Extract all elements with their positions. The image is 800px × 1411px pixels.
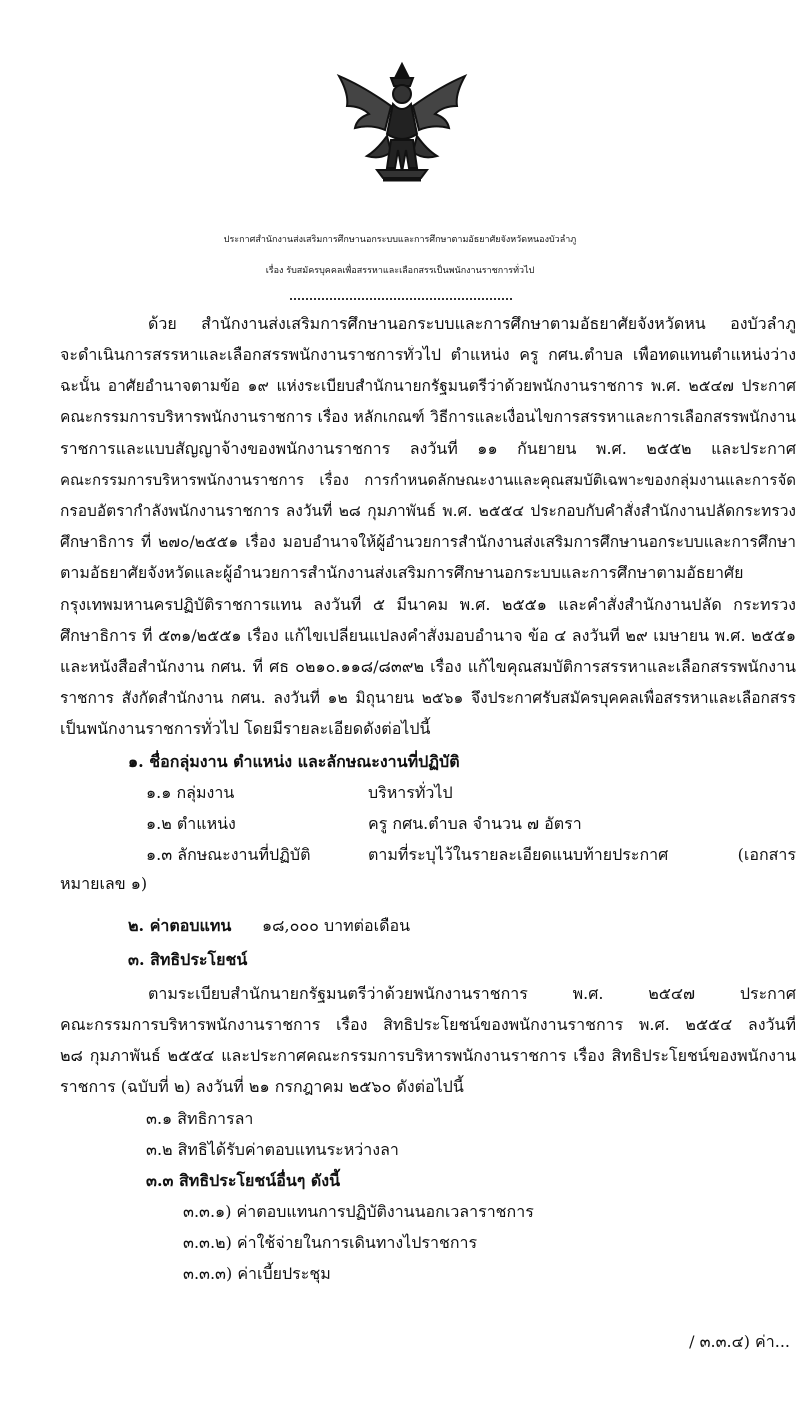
intro-line: กรอบอัตรากำลังพนักงานราชการ ลงวันที่ ๒๘ กุมภาพันธ์ พ.ศ. ๒๕๕๔ ประกอบกับคำสั่งสำนักงานปลัดกระทรวง [60, 502, 796, 520]
intro-line: จะดำเนินการสรรหาและเลือกสรรพนักงานราชการทั่วไป ตำแหน่ง ครู กศน.ตำบล เพื่อทดแทนตำแหน่งว่าง [60, 345, 796, 364]
section3-line: คณะกรรมการบริหารพนักงานราชการ เรื่อง สิทธิประโยชน์ของพนักงานราชการ พ.ศ. ๒๕๕๔ ลงวันที่ [60, 1015, 796, 1034]
title-divider [290, 298, 512, 300]
intro-line: คณะกรรมการบริหารพนักงานราชการ เรื่อง หลักเกณฑ์ วิธีการและเงื่อนไขการสรรหาและการเลือกสรรพนักงาน [60, 408, 796, 426]
benefit-subitem: ๓.๓.๓) ค่าเบี้ยประชุม [183, 1264, 331, 1283]
benefit-item: ๓.๑ สิทธิการลา [146, 1109, 254, 1128]
intro-line: ราชการ สังกัดสำนักงาน กศน. ลงวันที่ ๑๒ มิถุนายน ๒๕๖๑ จึงประกาศรับสมัครบุคคลเพื่อสรรหาและเลือกสรร [60, 689, 796, 707]
page-continuation: / ๓.๓.๔) ค่า... [689, 1332, 790, 1351]
intro-line: ราชการและแบบสัญญาจ้างของพนักงานราชการ ลงวันที่ ๑๑ กันยายน พ.ศ. ๒๕๕๒ และประกาศ [60, 439, 796, 458]
section3-heading: ๓. สิทธิประโยชน์ [128, 950, 248, 969]
section1-value-duties: ตามที่ระบุไว้ในรายละเอียดแนบท้ายประกาศ (เอกสาร [368, 845, 796, 864]
garuda-emblem [331, 56, 473, 188]
section1-value-group: บริหารทั่วไป [368, 783, 453, 802]
benefit-subitem: ๓.๓.๒) ค่าใช้จ่ายในการเดินทางไปราชการ [183, 1233, 478, 1252]
benefit-item: ๓.๒ สิทธิได้รับค่าตอบแทนระหว่างลา [146, 1140, 399, 1159]
section3-line: ตามระเบียบสำนักนายกรัฐมนตรีว่าด้วยพนักงานราชการ พ.ศ. ๒๕๔๗ ประกาศ [148, 984, 796, 1003]
section3-line: ๒๘ กุมภาพันธ์ ๒๕๕๔ และประกาศคณะกรรมการบริหารพนักงานราชการ เรื่อง สิทธิประโยชน์ของพนักงาน [60, 1046, 796, 1065]
section1-label-duties: ๑.๓ ลักษณะงานที่ปฏิบัติ [146, 845, 311, 864]
intro-line: ตามอัธยาศัยจังหวัดและผู้อำนวยการสำนักงานส่งเสริมการศึกษานอกระบบและการศึกษาตามอัธยาศัย [60, 563, 744, 582]
intro-line: คณะกรรมการบริหารพนักงานราชการ เรื่อง การกำหนดลักษณะงานและคุณสมบัติเฉพาะของกลุ่มงานและการจัด [60, 471, 796, 489]
intro-line: ด้วย สำนักงานส่งเสริมการศึกษานอกระบบและการศึกษาตามอัธยาศัยจังหวัดหน องบัวลำภู [148, 314, 796, 333]
section1-label-group: ๑.๑ กลุ่มงาน [146, 783, 235, 802]
salary-value: ๑๘,๐๐๐ บาทต่อเดือน [262, 916, 411, 935]
section2-heading: ๒. ค่าตอบแทน [128, 916, 232, 935]
section3-line: ราชการ (ฉบับที่ ๒) ลงวันที่ ๒๑ กรกฎาคม ๒๕๖๐ ดังต่อไปนี้ [60, 1077, 464, 1096]
benefit-item: ๓.๓ สิทธิประโยชน์อื่นๆ ดังนี้ [146, 1171, 341, 1190]
benefit-subitem: ๓.๓.๑) ค่าตอบแทนการปฏิบัติงานนอกเวลาราชการ [183, 1202, 534, 1221]
intro-line: กรุงเทพมหานครปฏิบัติราชการแทน ลงวันที่ ๕ มีนาคม พ.ศ. ๒๕๕๑ และคำสั่งสำนักงานปลัด กระทรวง [60, 595, 796, 614]
intro-line: ศึกษาธิการ ที่ ๒๗๐/๒๕๕๑ เรื่อง มอบอำนาจให้ผู้อำนวยการสำนักงานส่งเสริมการศึกษานอกระบบและการศึกษา [60, 533, 796, 551]
notice-subject: เรื่อง รับสมัครบุคคลเพื่อสรรหาและเลือกสรรเป็นพนักงานราชการทั่วไป [265, 266, 535, 276]
intro-line: ฉะนั้น อาศัยอำนาจตามข้อ ๑๙ แห่งระเบียบสำนักนายกรัฐมนตรีว่าด้วยพนักงานราชการ พ.ศ. ๒๕๔๗ ประกาศ [60, 377, 796, 395]
section1-label-position: ๑.๒ ตำแหน่ง [146, 814, 236, 833]
intro-line: ศึกษาธิการ ที่ ๕๓๑/๒๕๕๑ เรื่อง แก้ไขเปลี่ยนแปลงคำสั่งมอบอำนาจ ข้อ ๔ ลงวันที่ ๒๙ เมษายน พ.ศ. ๒๕๕๑ [60, 626, 796, 645]
notice-title: ประกาศสำนักงานส่งเสริมการศึกษานอกระบบและการศึกษาตามอัธยาศัยจังหวัดหนองบัวลำภู [223, 235, 577, 245]
intro-line: เป็นพนักงานราชการทั่วไป โดยมีรายละเอียดดังต่อไปนี้ [60, 719, 431, 738]
section1-duties-cont: หมายเลข ๑) [60, 874, 148, 893]
section1-heading: ๑. ชื่อกลุ่มงาน ตำแหน่ง และลักษณะงานที่ปฏิบัติ [128, 752, 460, 771]
section1-value-position: ครู กศน.ตำบล จำนวน ๗ อัตรา [368, 814, 582, 833]
intro-line: และหนังสือสำนักงาน กศน. ที่ ศธ ๐๒๑๐.๑๑๘/๘๓๙๒ เรื่อง แก้ไขคุณสมบัติการสรรหาและเลือกสรรพนักงาน [60, 657, 796, 676]
